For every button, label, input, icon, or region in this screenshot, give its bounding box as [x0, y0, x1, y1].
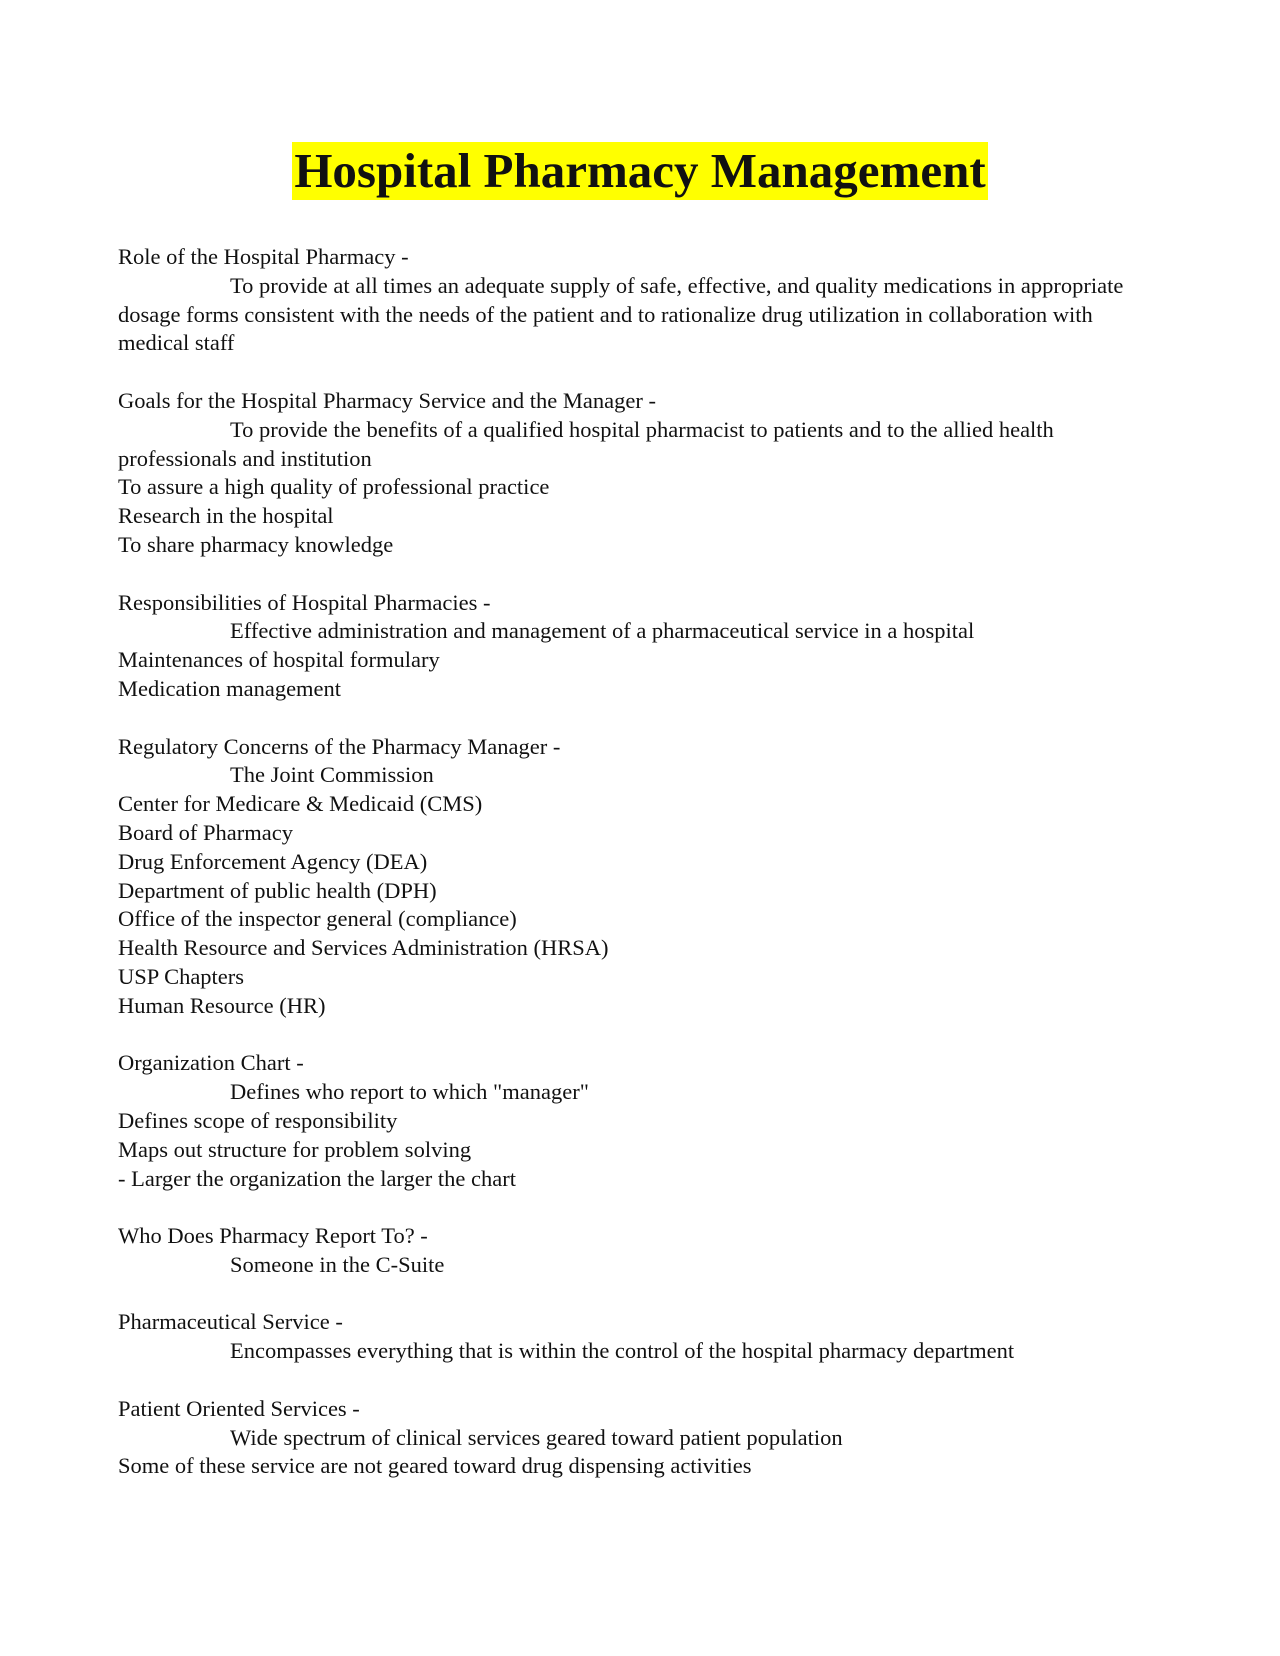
list-item: Maintenances of hospital formulary: [118, 647, 440, 673]
list-item: Some of these service are not geared toward drug dispensing activities: [118, 1453, 752, 1479]
page-title: Hospital Pharmacy Management: [294, 143, 986, 198]
section-goals: [118, 387, 1160, 560]
list-item: Defines scope of responsibility: [118, 1107, 398, 1133]
list-item: Board of Pharmacy: [118, 819, 293, 845]
list-item: To share pharmacy knowledge: [118, 531, 394, 557]
section-patient-services: [118, 1395, 1160, 1481]
list-item: Center for Medicare & Medicaid (CMS): [118, 791, 483, 817]
list-item: Department of public health (DPH): [118, 877, 437, 903]
section-first-line: To provide the benefits of a qualified hospital pharmacist to patients and to the allied health professionals and institution: [118, 416, 1054, 471]
list-item: Maps out structure for problem solving: [118, 1136, 472, 1162]
section-heading: Role of the Hospital Pharmacy -: [118, 244, 409, 269]
section-heading: Responsibilities of Hospital Pharmacies -: [118, 589, 491, 615]
list-item: USP Chapters: [118, 963, 245, 989]
section-first-line: To provide at all times an adequate supply of safe, effective, and quality medications in appropriate dosage forms consistent with the needs of the patient and to rationalize drug utilization in collaboration with medical staff: [118, 272, 1124, 356]
section-heading: Pharmaceutical Service -: [118, 1309, 343, 1335]
list-item: Office of the inspector general (compliance): [118, 906, 517, 932]
section-first-line: Effective administration and management of a pharmaceutical service in a hospital: [230, 618, 975, 644]
list-item: Drug Enforcement Agency (DEA): [118, 848, 428, 874]
section-first-line: Defines who report to which "manager": [230, 1079, 589, 1105]
section-responsibilities: [118, 589, 1160, 704]
list-item: - Larger the organization the larger the chart: [118, 1165, 516, 1191]
section-pharmaceutical-service: [118, 1308, 1160, 1366]
list-item: Medication management: [118, 675, 342, 701]
section-first-line: The Joint Commission: [230, 762, 434, 788]
document-body: [118, 243, 1160, 1510]
section-heading: Goals for the Hospital Pharmacy Service and the Manager -: [118, 387, 656, 413]
section-heading: Organization Chart -: [118, 1050, 304, 1076]
section-first-line: Wide spectrum of clinical services geared toward patient population: [230, 1424, 843, 1450]
section-heading: Who Does Pharmacy Report To? -: [118, 1223, 428, 1249]
section-reporting: [118, 1222, 1160, 1280]
title-container: [0, 142, 1280, 200]
list-item: Human Resource (HR): [118, 992, 326, 1018]
list-item: Research in the hospital: [118, 503, 334, 529]
section-first-line: Encompasses everything that is within the control of the hospital pharmacy department: [230, 1338, 1015, 1364]
section-first-line: Someone in the C-Suite: [230, 1251, 445, 1277]
list-item: Health Resource and Services Administration (HRSA): [118, 935, 609, 961]
section-regulatory: [118, 733, 1160, 1021]
section-org-chart: [118, 1049, 1160, 1193]
section-role: [118, 243, 1160, 358]
section-heading: Patient Oriented Services -: [118, 1395, 360, 1421]
list-item: To assure a high quality of professional practice: [118, 474, 550, 500]
section-heading: Regulatory Concerns of the Pharmacy Manager -: [118, 733, 561, 759]
